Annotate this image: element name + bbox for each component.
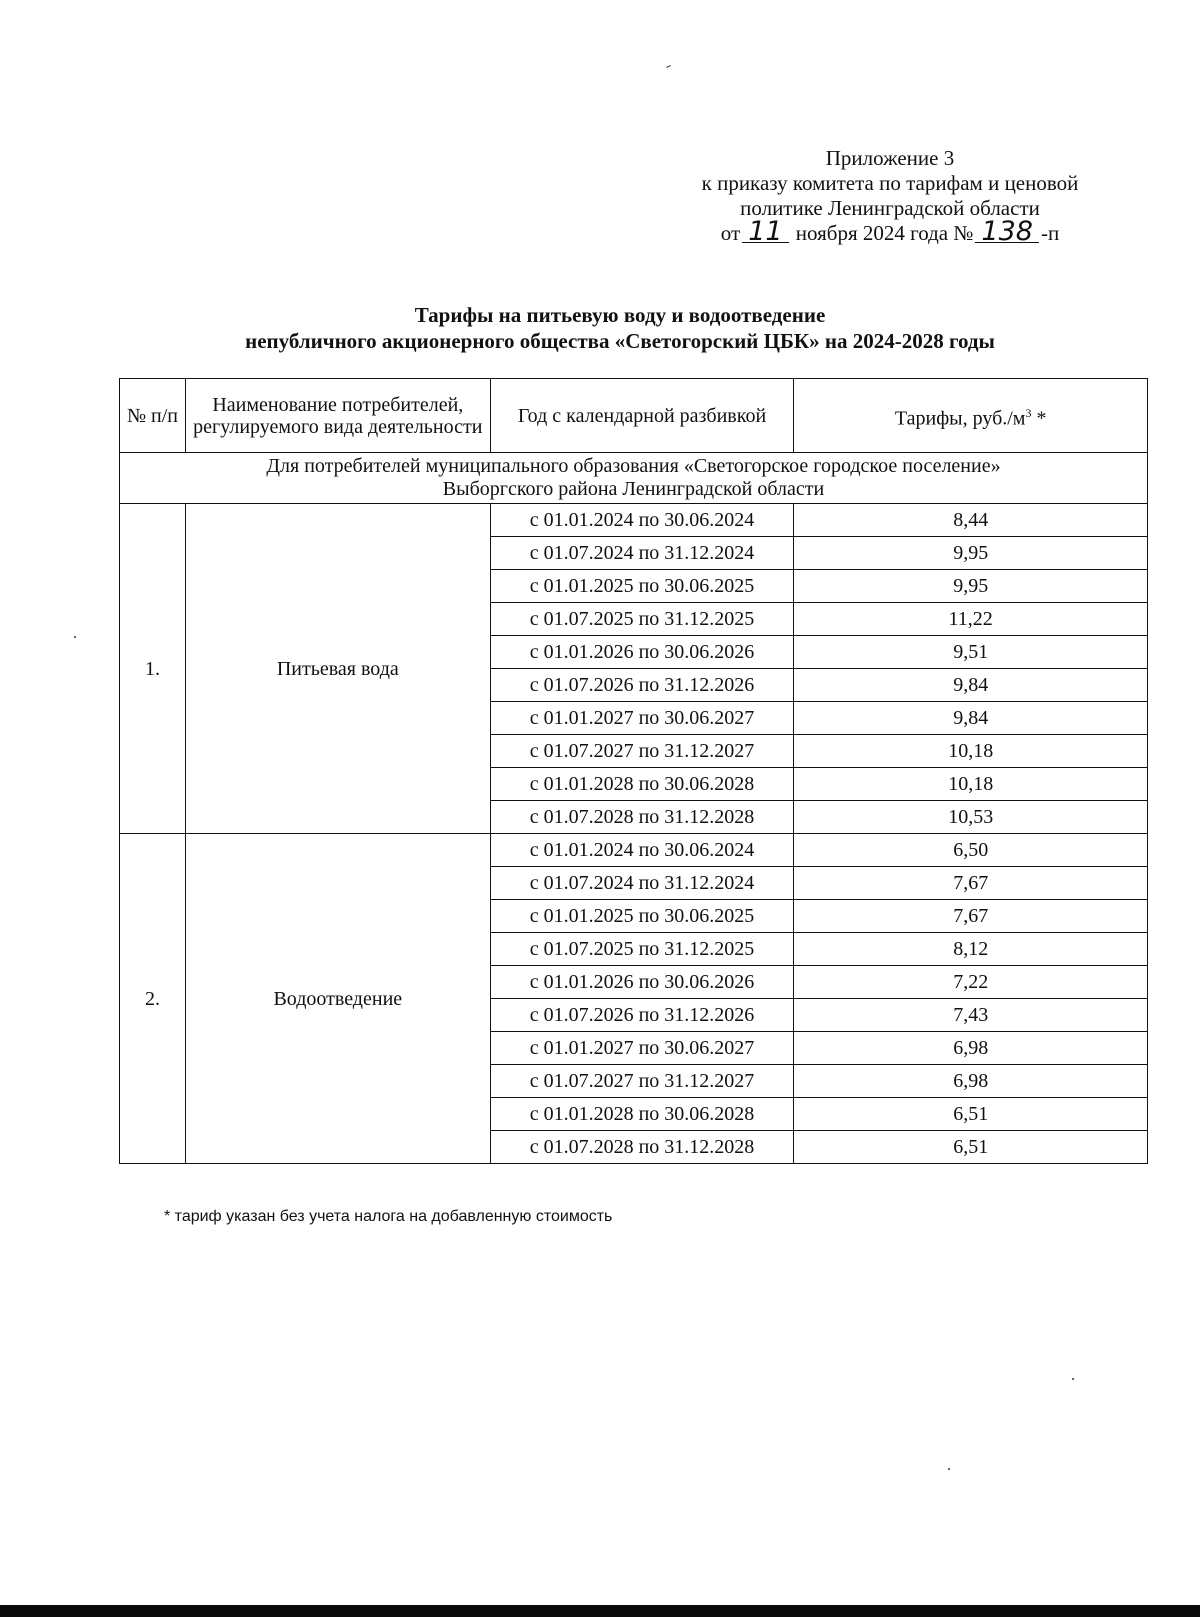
tariff-cell: 10,18: [794, 768, 1148, 801]
tariff-cell: 7,67: [794, 900, 1148, 933]
period-cell: с 01.01.2028 по 30.06.2028: [490, 768, 794, 801]
appendix-date-line: [640, 216, 1140, 247]
tariff-rows: [120, 504, 1148, 1164]
tariff-cell: 7,43: [794, 999, 1148, 1032]
tariff-cell: 6,51: [794, 1098, 1148, 1131]
period-cell: с 01.07.2028 по 31.12.2028: [490, 1131, 794, 1164]
header-num: № п/п: [120, 379, 186, 453]
tariff-cell: 9,84: [794, 669, 1148, 702]
period-cell: с 01.07.2028 по 31.12.2028: [490, 801, 794, 834]
tariff-cell: 9,95: [794, 570, 1148, 603]
period-cell: с 01.01.2024 по 30.06.2024: [490, 504, 794, 537]
period-cell: с 01.01.2026 по 30.06.2026: [490, 636, 794, 669]
tariff-cell: 7,67: [794, 867, 1148, 900]
tariff-cell: 6,51: [794, 1131, 1148, 1164]
period-cell: с 01.07.2027 по 31.12.2027: [490, 735, 794, 768]
header-name: Наименование потребителей, регулируемого вида деятельности: [185, 379, 490, 453]
tariff-cell: 7,22: [794, 966, 1148, 999]
document-title: [120, 302, 1120, 354]
tariff-cell: 8,44: [794, 504, 1148, 537]
scan-speck: [666, 65, 671, 68]
period-cell: с 01.07.2024 по 31.12.2024: [490, 867, 794, 900]
tariff-cell: 9,95: [794, 537, 1148, 570]
header-tariff: [794, 379, 1148, 453]
title-line-1: Тарифы на питьевую воду и водоотведение: [414, 303, 826, 327]
header-tariff-mark: *: [1031, 407, 1047, 430]
row-number: 2.: [120, 834, 186, 1164]
table-header-row: [120, 379, 1148, 453]
tariff-cell: 6,50: [794, 834, 1148, 867]
period-cell: с 01.01.2024 по 30.06.2024: [490, 834, 794, 867]
tariff-cell: 9,84: [794, 702, 1148, 735]
period-cell: с 01.07.2025 по 31.12.2025: [490, 603, 794, 636]
scan-speck: [1072, 1378, 1074, 1380]
period-cell: с 01.07.2027 по 31.12.2027: [490, 1065, 794, 1098]
period-cell: с 01.01.2026 по 30.06.2026: [490, 966, 794, 999]
region-line-1: Для потребителей муниципального образования «Светогорское городское поселение»: [266, 455, 1001, 477]
order-suffix: -п: [1040, 221, 1060, 245]
period-cell: с 01.01.2025 по 30.06.2025: [490, 900, 794, 933]
handwritten-day: 11: [742, 222, 788, 243]
header-tariff-sup: 3: [1025, 405, 1032, 420]
title-line-2: непубличного акционерного общества «Светогорский ЦБК» на 2024-2028 годы: [245, 329, 995, 353]
date-prefix: от: [720, 221, 741, 245]
period-cell: с 01.07.2024 по 31.12.2024: [490, 537, 794, 570]
tariff-cell: 9,51: [794, 636, 1148, 669]
period-cell: с 01.07.2026 по 31.12.2026: [490, 669, 794, 702]
region-row: [120, 453, 1148, 504]
period-cell: с 01.01.2025 по 30.06.2025: [490, 570, 794, 603]
scan-speck: [74, 636, 76, 638]
appendix-header: [640, 146, 1140, 246]
header-period: Год с календарной разбивкой: [490, 379, 794, 453]
tariff-cell: 10,53: [794, 801, 1148, 834]
tariff-cell: 11,22: [794, 603, 1148, 636]
region-line-2: Выборгского района Ленинградской области: [442, 478, 825, 500]
table-row: [120, 504, 1148, 537]
appendix-committee: политике Ленинградской области: [740, 196, 1040, 220]
table-row: [120, 834, 1148, 867]
row-number: 1.: [120, 504, 186, 834]
region-cell: [120, 453, 1148, 504]
tariff-cell: 6,98: [794, 1032, 1148, 1065]
service-name: Водоотведение: [185, 834, 490, 1164]
tariff-cell: 8,12: [794, 933, 1148, 966]
scan-edge-bar: [0, 1605, 1200, 1617]
period-cell: с 01.01.2028 по 30.06.2028: [490, 1098, 794, 1131]
appendix-title: Приложение 3: [825, 146, 955, 170]
period-cell: с 01.07.2026 по 31.12.2026: [490, 999, 794, 1032]
date-middle: ноября 2024 года №: [795, 221, 974, 245]
tariff-cell: 6,98: [794, 1065, 1148, 1098]
scan-speck: [948, 1468, 950, 1470]
appendix-order-ref: к приказу комитета по тарифам и ценовой: [701, 171, 1079, 195]
footnote: * тариф указан без учета налога на добавленную стоимость: [164, 1208, 613, 1225]
period-cell: с 01.07.2025 по 31.12.2025: [490, 933, 794, 966]
service-name: Питьевая вода: [185, 504, 490, 834]
tariff-cell: 10,18: [794, 735, 1148, 768]
period-cell: с 01.01.2027 по 30.06.2027: [490, 702, 794, 735]
header-tariff-text: Тарифы, руб./м: [894, 407, 1026, 430]
tariff-table: [119, 378, 1148, 1164]
period-cell: с 01.01.2027 по 30.06.2027: [490, 1032, 794, 1065]
handwritten-number: 138: [975, 222, 1039, 243]
